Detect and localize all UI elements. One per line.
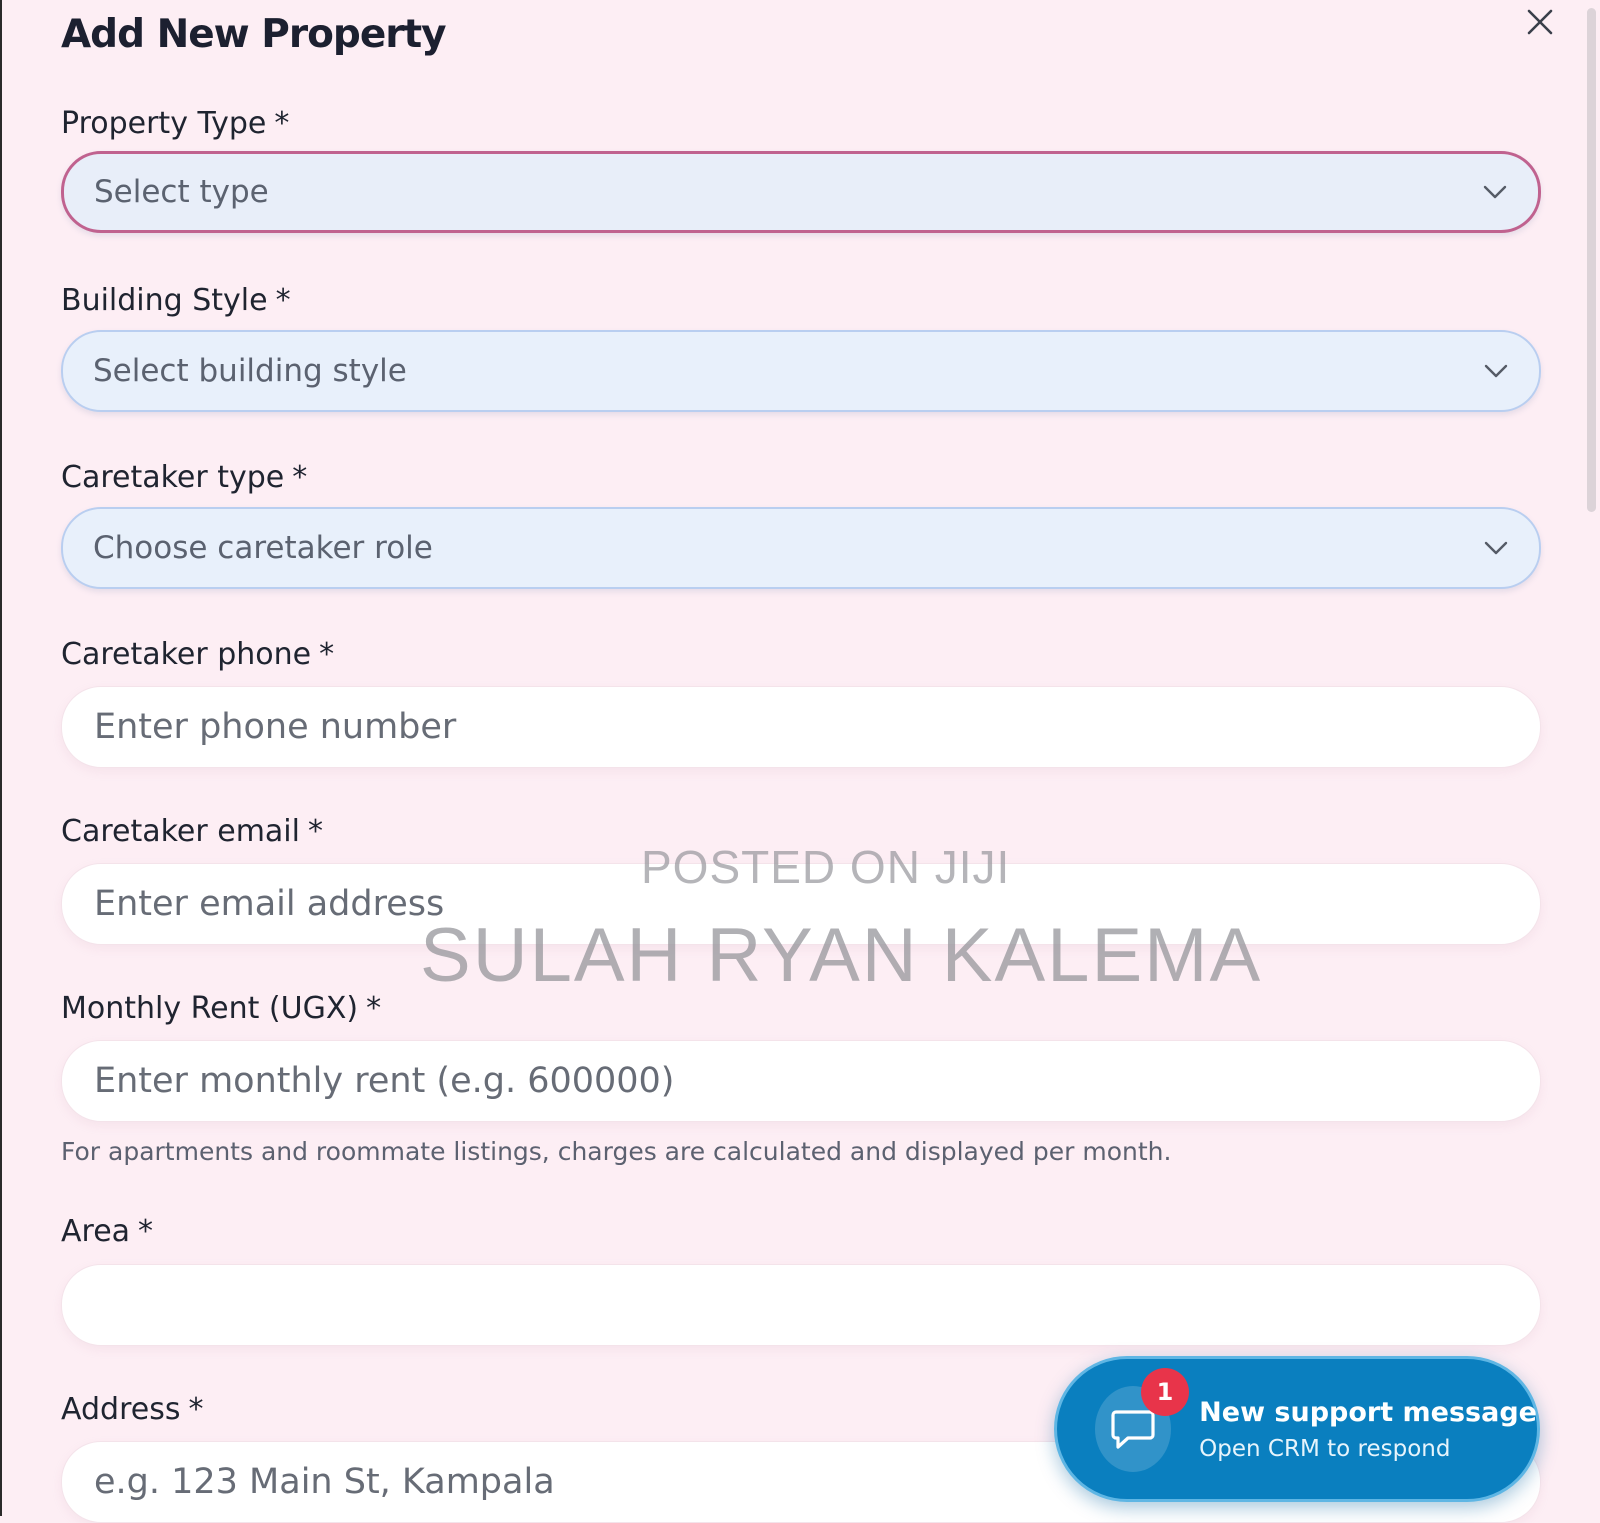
chevron-down-icon	[1482, 184, 1508, 200]
property-type-select-value: Select type	[94, 174, 269, 210]
monthly-rent-input[interactable]	[92, 1060, 1510, 1102]
area-label	[61, 1214, 153, 1249]
address-label	[61, 1392, 203, 1427]
required-mark: *	[275, 283, 291, 318]
required-mark: *	[307, 814, 323, 849]
window-edge	[0, 0, 2, 1516]
toast-icon-circle	[1095, 1378, 1174, 1472]
scrollbar-thumb[interactable]	[1587, 8, 1596, 512]
building-style-select-value: Select building style	[93, 353, 407, 389]
caretaker-type-label-text: Caretaker type	[61, 460, 285, 495]
chat-bubble-icon	[1110, 1407, 1156, 1451]
required-mark: *	[292, 460, 308, 495]
property-type-label-text: Property Type	[61, 106, 267, 141]
caretaker-phone-label-text: Caretaker phone	[61, 637, 312, 672]
toast-text	[1199, 1397, 1537, 1462]
monthly-rent-field[interactable]	[61, 1040, 1541, 1122]
required-mark: *	[274, 106, 290, 141]
building-style-label	[61, 283, 291, 318]
property-type-label	[61, 106, 289, 141]
caretaker-phone-input[interactable]	[92, 706, 1510, 748]
required-mark: *	[188, 1392, 204, 1427]
watermark-posted-on: POSTED ON JIJI	[641, 841, 1011, 893]
caretaker-email-label-text: Caretaker email	[61, 814, 300, 849]
required-mark: *	[319, 637, 335, 672]
watermark-name: SULAH RYAN KALEMA	[420, 913, 1263, 998]
monthly-rent-label-text: Monthly Rent (UGX)	[61, 991, 359, 1026]
area-label-text: Area	[61, 1214, 131, 1249]
caretaker-type-select-value: Choose caretaker role	[93, 530, 433, 566]
chevron-down-icon	[1483, 540, 1509, 556]
area-input[interactable]	[92, 1284, 1510, 1326]
chevron-down-icon	[1483, 363, 1509, 379]
monthly-rent-hint: For apartments and roommate listings, charges are calculated and displayed per month.	[61, 1137, 1172, 1166]
support-message-toast[interactable]	[1054, 1356, 1540, 1502]
area-field[interactable]	[61, 1264, 1541, 1346]
building-style-label-text: Building Style	[61, 283, 268, 318]
required-mark: *	[138, 1214, 154, 1249]
caretaker-email-label	[61, 814, 323, 849]
caretaker-phone-label	[61, 637, 334, 672]
caretaker-phone-field[interactable]	[61, 686, 1541, 768]
notification-badge: 1	[1141, 1368, 1189, 1416]
property-type-select[interactable]	[61, 151, 1541, 233]
required-mark: *	[366, 991, 382, 1026]
caretaker-type-select[interactable]	[61, 507, 1541, 589]
modal-title: Add New Property	[61, 12, 446, 57]
building-style-select[interactable]	[61, 330, 1541, 412]
close-icon	[1527, 9, 1553, 35]
caretaker-type-label	[61, 460, 307, 495]
close-button[interactable]	[1522, 4, 1558, 40]
monthly-rent-label	[61, 991, 381, 1026]
toast-subtitle: Open CRM to respond	[1199, 1435, 1451, 1462]
toast-title: New support message	[1199, 1396, 1537, 1428]
address-label-text: Address	[61, 1392, 181, 1427]
